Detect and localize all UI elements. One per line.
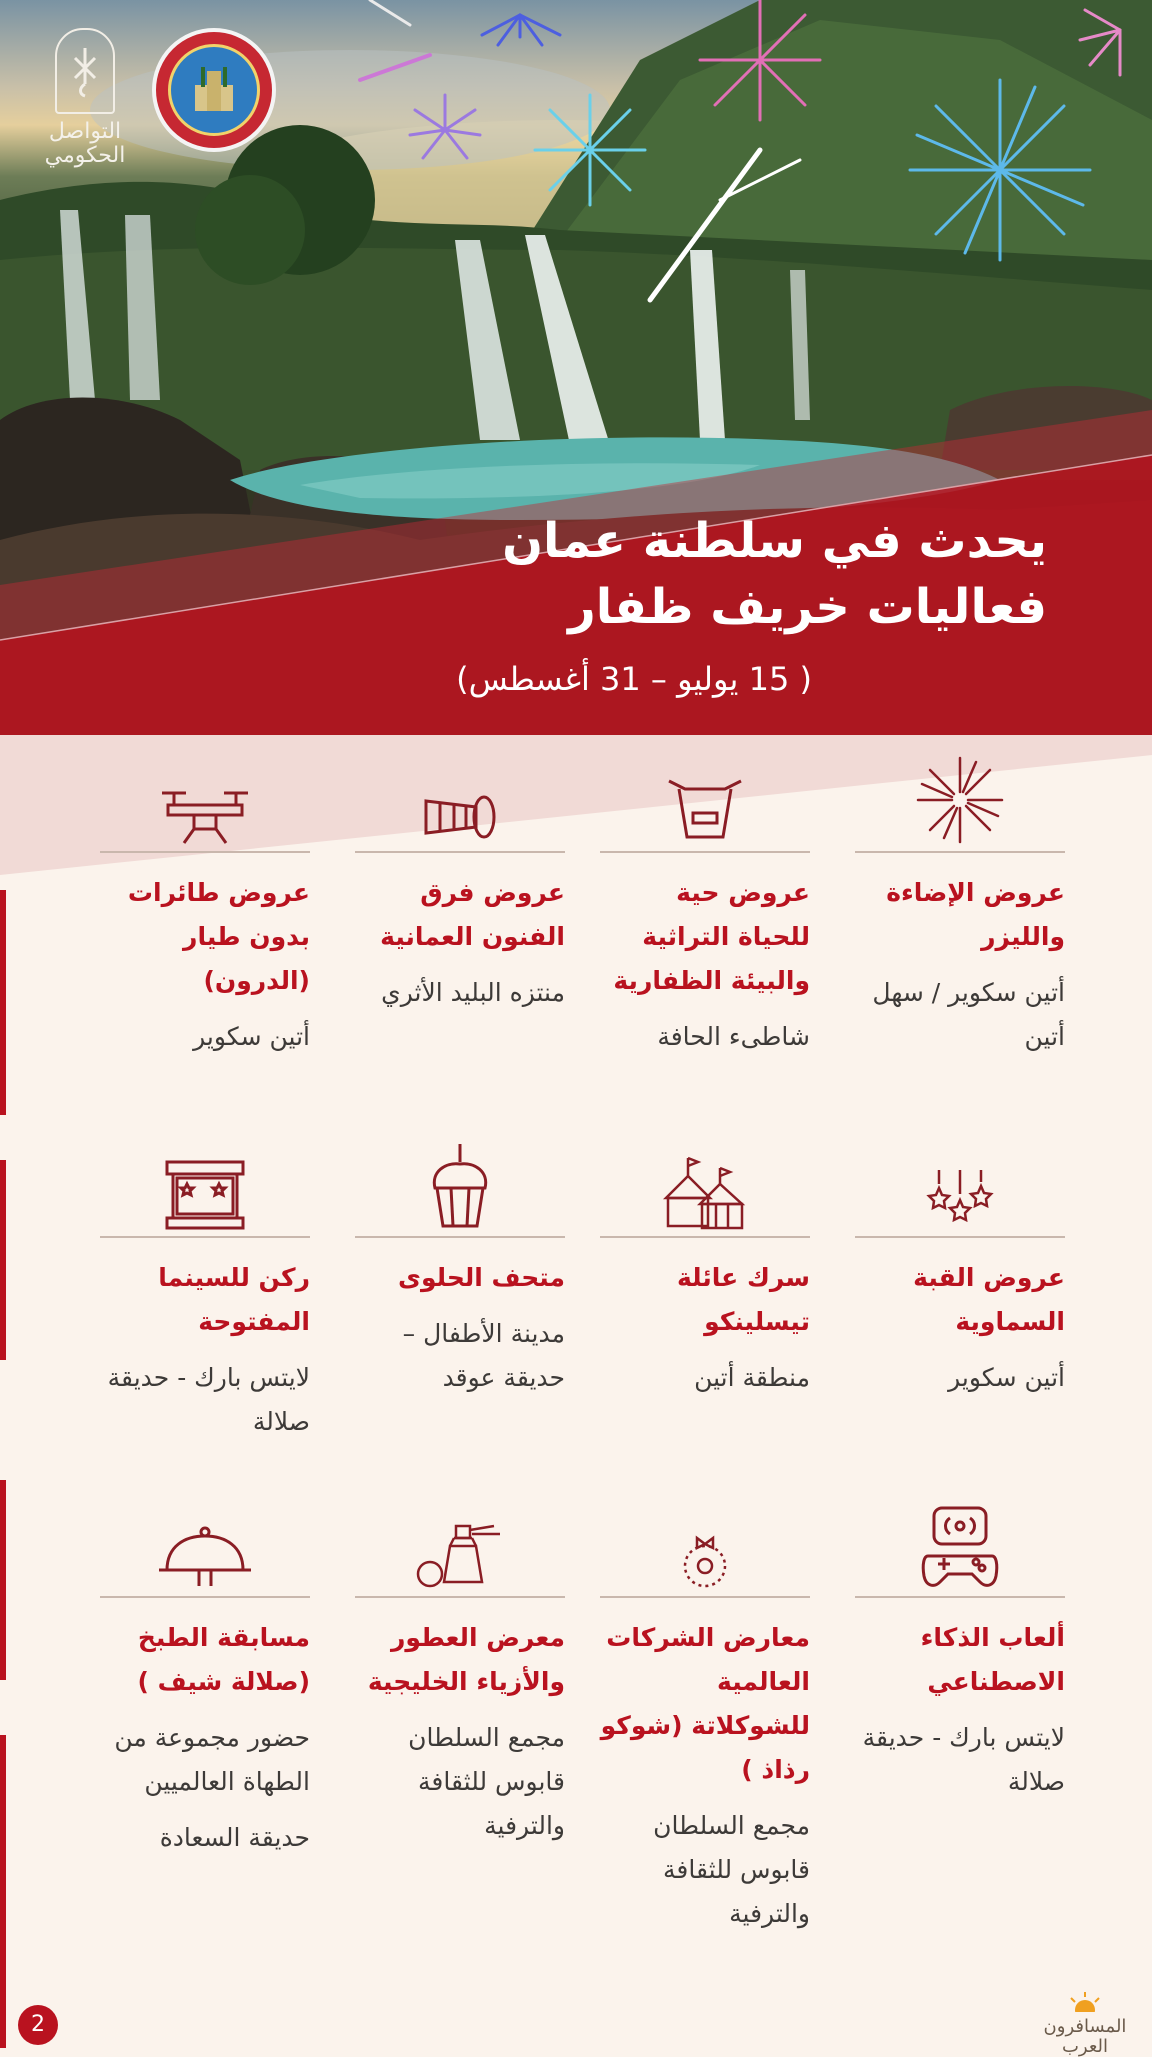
hero-banner [0,0,1152,735]
divider [855,851,1065,853]
event-title: مسابقة الطبخ (صلالة شيف ) [137,1623,310,1696]
gov-logo-text: التواصل الحكومي [44,119,126,168]
event-title: ركن للسينما المفتوحة [158,1263,310,1336]
dhofar-municipality-logo [152,28,276,152]
event-title: عروض القبة السماوية [913,1263,1065,1336]
cupcake-icon [355,1140,565,1230]
event-location: أتين سكوير / سهل أتين [872,978,1065,1051]
event-title: سرك عائلة تيسلينكو [677,1263,810,1336]
game-controller-icon [855,1500,1065,1590]
title-line-1: يحدث في سلطنة عمان [502,513,1047,569]
event-location: منتزه البليد الأثري [381,978,565,1007]
page-title [502,508,1047,640]
event-location: شاطىء الحافة [657,1022,810,1051]
divider [100,1596,310,1598]
event-location: حضور مجموعة من الطهاة العالميين [114,1723,310,1796]
event-title: عروض حية للحياة التراثية والبيئة الظفارية [613,878,810,995]
divider [355,851,565,853]
event-title: متحف الحلوى [398,1263,565,1292]
divider [600,851,810,853]
event-location: لايتس بارك - حديقة صلالة [862,1723,1065,1796]
event-card [100,1140,310,1444]
event-card [100,1500,310,1860]
fort-emblem-icon [168,44,260,136]
left-accent-bar [0,1480,6,1680]
divider [355,1236,565,1238]
divider [355,1596,565,1598]
event-card [855,755,1065,1059]
event-card [100,755,310,1059]
event-card [600,755,810,1059]
sun-logo-icon [1055,1990,1115,2012]
drone-icon [100,755,310,845]
divider [600,1236,810,1238]
event-title: ألعاب الذكاء الاصطناعي [920,1623,1065,1696]
event-title: معارض الشركات العالمية للشوكلاتة (شوكو رذاذ ) [600,1623,810,1784]
divider [100,1236,310,1238]
bowl-icon [600,755,810,845]
page-number: 2 [18,2005,58,2045]
event-title: معرض العطور والأزياء الخليجية [367,1623,565,1696]
events-section [0,735,1152,2048]
event-location: أتين سكوير [948,1363,1065,1392]
event-title: عروض طائرات بدون طيار (الدرون) [127,878,310,995]
event-card [355,1500,565,1848]
divider [100,851,310,853]
event-card [600,1140,810,1400]
site-watermark [1030,1990,1140,2057]
event-location: مجمع السلطان قابوس للثقافة والترفية [653,1811,810,1928]
event-card [355,755,565,1015]
cinema-screen-icon [100,1140,310,1230]
event-location: أتين سكوير [193,1022,310,1051]
event-card [355,1140,565,1400]
khanjar-emblem-icon [55,28,115,114]
date-range: ( 15 يوليو – 31 أغسطس) [456,660,812,698]
title-line-2: فعاليات خريف ظفار [568,579,1047,635]
event-location-secondary: حديقة السعادة [159,1823,310,1852]
event-location: مدينة الأطفال – حديقة عوقد [402,1319,565,1392]
event-title: عروض الإضاءة والليزر [886,878,1065,951]
fireworks-icon [855,755,1065,845]
government-communication-logo [30,28,140,168]
event-title: عروض فرق الفنون العمانية [380,878,565,951]
event-card [600,1500,810,1936]
event-card [855,1140,1065,1400]
watermark-text: المسافرون العرب [1043,2016,1127,2057]
left-accent-bar [0,1160,6,1360]
food-cloche-icon [100,1500,310,1590]
circus-tent-icon [600,1140,810,1230]
left-accent-bar [0,890,6,1115]
event-card [855,1500,1065,1804]
event-location: لايتس بارك - حديقة صلالة [107,1363,310,1436]
stars-icon [855,1140,1065,1230]
chocolate-donut-icon [600,1500,810,1590]
perfume-bottle-icon [355,1500,565,1590]
left-accent-bar [0,1735,6,2048]
divider [855,1236,1065,1238]
divider [855,1596,1065,1598]
divider [600,1596,810,1598]
event-location: منطقة أتين [694,1363,810,1392]
drum-icon [355,755,565,845]
event-location: مجمع السلطان قابوس للثقافة والترفية [408,1723,565,1840]
